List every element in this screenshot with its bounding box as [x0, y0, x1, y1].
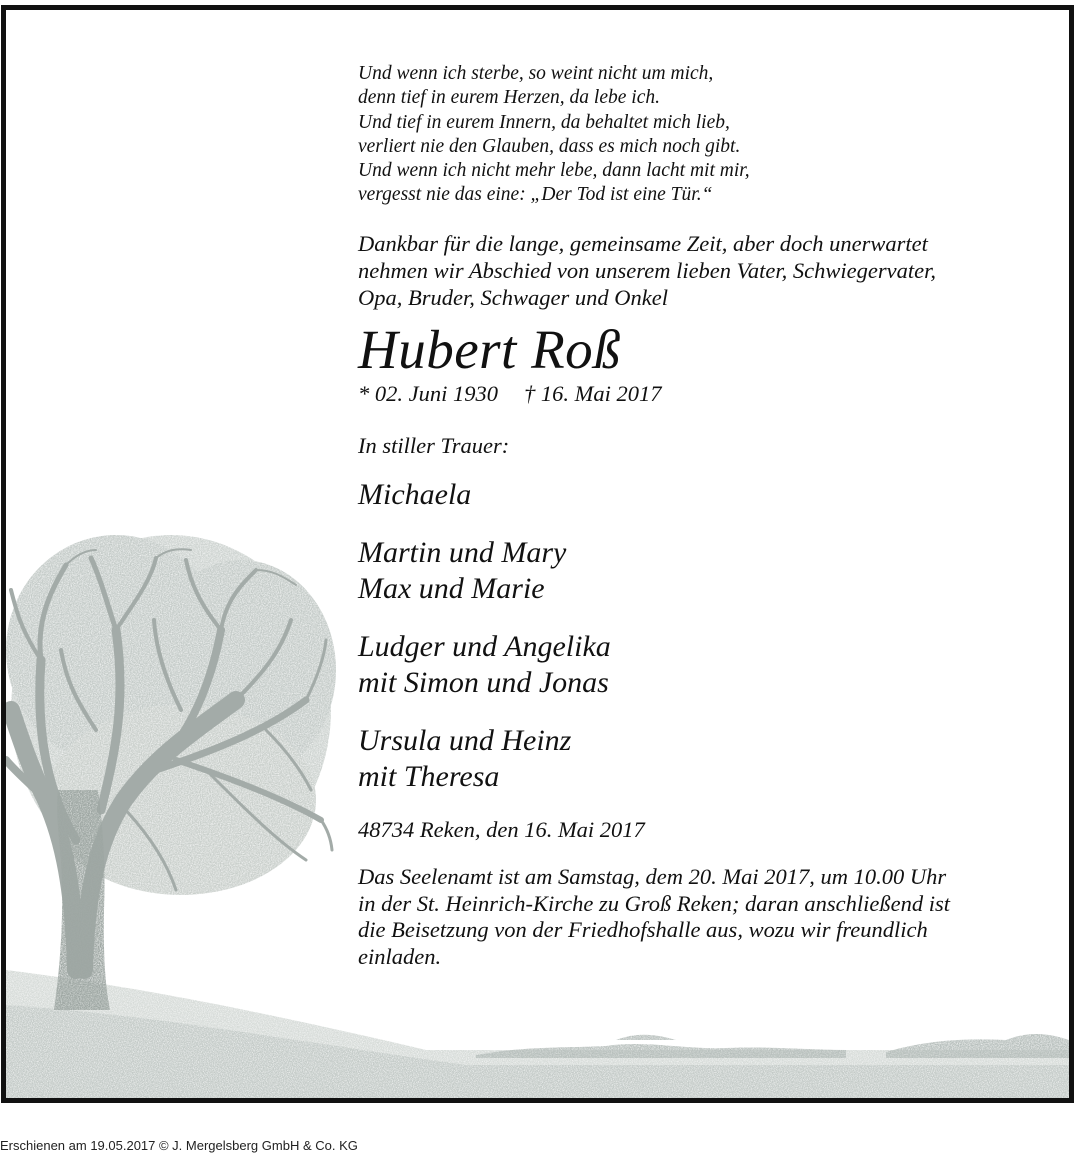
poem-line: denn tief in eurem Herzen, da lebe ich. — [358, 87, 660, 109]
family-member-line: Ursula und Heinz — [358, 724, 572, 758]
poem-line: Und wenn ich nicht mehr lebe, dann lacht mit mir, — [358, 160, 750, 182]
poem-line: Und tief in eurem Innern, da behaltet mich lieb, — [358, 111, 730, 133]
family-group — [358, 535, 1048, 606]
memorial-poem — [358, 62, 1048, 208]
obituary-frame — [1, 5, 1074, 1103]
publication-footer: Erschienen am 19.05.2017 © J. Mergelsberg GmbH & Co. KG — [0, 1138, 358, 1153]
family-member-line: mit Theresa — [358, 759, 500, 793]
service-line: die Beisetzung von der Friedhofshalle aus, wozu wir freundlich — [358, 917, 928, 943]
mourning-label: In stiller Trauer: — [358, 432, 510, 458]
service-information — [358, 864, 1048, 970]
ground-texture — [6, 970, 1069, 1098]
obituary-text — [358, 62, 1048, 970]
intro-line: Opa, Bruder, Schwager und Onkel — [358, 284, 668, 310]
family-group — [358, 723, 1048, 794]
life-dates — [358, 380, 1048, 408]
death-date: † 16. Mai 2017 — [524, 380, 662, 406]
family-member-line: Ludger und Angelika — [358, 630, 611, 664]
family-member-line: Michaela — [358, 477, 472, 511]
family-member-line: Max und Marie — [358, 571, 545, 605]
poem-line: verliert nie den Glauben, dass es mich noch gibt. — [358, 135, 741, 157]
service-line: einladen. — [358, 943, 442, 969]
service-line: in der St. Heinrich-Kirche zu Groß Reken; daran anschließend ist — [358, 890, 950, 916]
family-group — [358, 477, 1048, 513]
intro-line: nehmen wir Abschied von unserem lieben Vater, Schwiegervater, — [358, 257, 937, 283]
family-list — [358, 477, 1048, 795]
farewell-intro — [358, 230, 1048, 311]
poem-line: vergesst nie das eine: „Der Tod ist eine Tür.“ — [358, 184, 713, 206]
intro-line: Dankbar für die lange, gemeinsame Zeit, aber doch unerwartet — [358, 230, 928, 256]
deceased-name: Hubert Roß — [358, 318, 622, 380]
horizon-hills — [476, 1034, 1069, 1058]
service-line: Das Seelenamt ist am Samstag, dem 20. Mai 2017, um 10.00 Uhr — [358, 864, 947, 890]
tree-trunk — [54, 790, 110, 1010]
family-group — [358, 629, 1048, 700]
birth-date: * 02. Juni 1930 — [358, 380, 498, 406]
family-member-line: Martin und Mary — [358, 536, 567, 570]
place-and-date: 48734 Reken, den 16. Mai 2017 — [358, 817, 645, 843]
family-member-line: mit Simon und Jonas — [358, 665, 609, 699]
poem-line: Und wenn ich sterbe, so weint nicht um mich, — [358, 63, 714, 84]
